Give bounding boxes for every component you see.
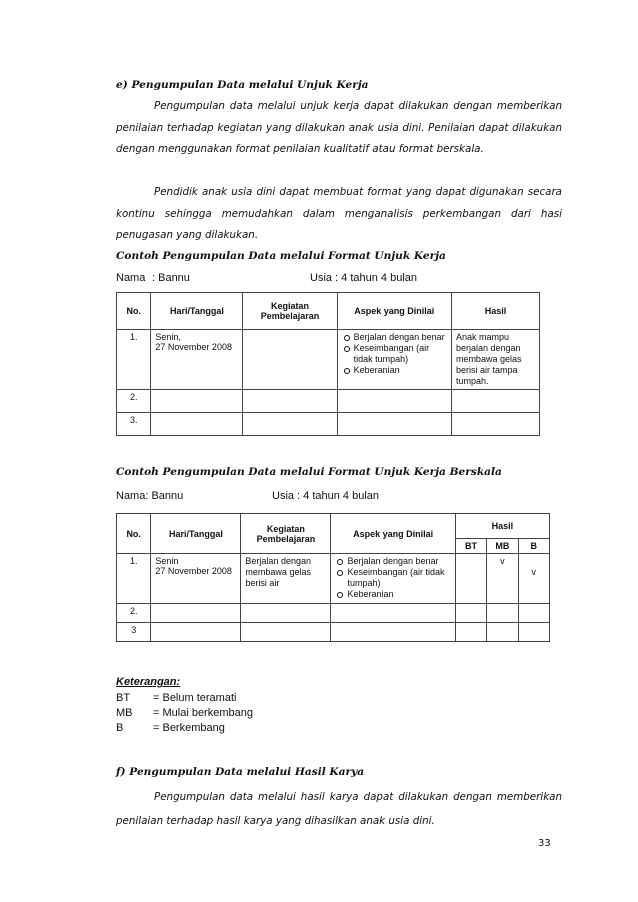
col-aspek: Aspek yang Dinilai: [337, 293, 451, 330]
col-hasil: Hasil: [451, 293, 539, 330]
row-aspek: [331, 554, 455, 604]
example-1-title: Contoh Pengumpulan Data melalui Format Unjuk Kerja: [116, 250, 446, 262]
section-f-heading: f) Pengumpulan Data melalui Hasil Karya: [116, 766, 365, 778]
col-aspek: Aspek yang Dinilai: [331, 514, 455, 554]
example-2-nama: Nama: Bannu: [116, 490, 184, 502]
keterangan-desc: = Mulai berkembang: [153, 707, 253, 719]
row-date-date: 27 November 2008: [155, 566, 232, 576]
example-1-usia: Usia : 4 tahun 4 bulan: [310, 272, 418, 284]
col-bt: BT: [455, 539, 486, 554]
col-hari-tanggal: Hari/Tanggal: [151, 293, 243, 330]
keterangan-code: BT: [116, 692, 131, 704]
section-e-paragraph-2: Pendidik anak usia dini dapat membuat format yang dapat digunakan secara kontinu sehingga memudahkan dalam menganalisis perkembangan dari hasi penugasan yang dilakukan.: [116, 186, 562, 241]
section-e-heading: e) Pengumpulan Data melalui Unjuk Kerja: [116, 79, 369, 91]
example-1-nama-label: Nama: [116, 272, 146, 284]
row-no: 1.: [117, 554, 151, 604]
row-no: 1.: [117, 330, 151, 390]
section-f-paragraph-1: Pengumpulan data melalui hasil karya dapat dilakukan dengan memberikan penilaian terhadap hasil karya yang dihasilkan anak usia dini.: [116, 791, 562, 827]
row-hasil: Anak mampu berjalan dengan membawa gelas berisi air tampa tumpah.: [451, 330, 539, 390]
example-2-usia: Usia : 4 tahun 4 bulan: [272, 490, 380, 502]
row-kegiatan: [243, 330, 337, 390]
col-kegiatan: Kegiatan Pembelajaran: [243, 293, 337, 330]
keterangan-desc: = Berkembang: [153, 722, 225, 734]
row-b: v: [518, 554, 549, 604]
table-row: [117, 554, 550, 604]
row-date: [151, 330, 243, 390]
col-hasil: Hasil: [455, 514, 549, 539]
table-header-row: [117, 514, 550, 539]
row-date-date: 27 November 2008: [155, 342, 232, 352]
page-number: 33: [538, 838, 551, 849]
example-2-table: [116, 513, 550, 642]
keterangan-code: MB: [116, 707, 133, 719]
table-row: [117, 623, 550, 642]
row-no: 2.: [117, 390, 151, 413]
row-date-day: Senin: [155, 556, 179, 566]
keterangan-item: [116, 691, 253, 706]
row-no: 2.: [117, 604, 151, 623]
section-e-paragraph-1: Pengumpulan data melalui unjuk kerja dapat dilakukan dengan memberikan penilaian terhadap kegiatan yang dilakukan anak usia dini. Penilaian dapat dilakukan dengan menggunakan format penilaian kualitatif atau format berskala.: [116, 100, 562, 155]
keterangan-title: Keterangan:: [116, 676, 181, 688]
keterangan-item: [116, 706, 253, 721]
col-no: No.: [117, 293, 151, 330]
aspek-item: Keseimbangan (air tidak tumpah): [354, 343, 447, 365]
col-kegiatan: Kegiatan Pembelajaran: [241, 514, 331, 554]
aspek-item: Keberanian: [354, 365, 447, 376]
example-1-table: [116, 292, 540, 436]
example-2-title: Contoh Pengumpulan Data melalui Format Unjuk Kerja Berskala: [116, 466, 502, 478]
row-mb: v: [487, 554, 518, 604]
row-date-day: Senin,: [155, 332, 181, 342]
row-bt: [455, 554, 486, 604]
aspek-item: Berjalan dengan benar: [354, 332, 447, 343]
col-hari-tanggal: Hari/Tanggal: [151, 514, 241, 554]
keterangan-code: B: [116, 722, 124, 734]
col-no: No.: [117, 514, 151, 554]
row-no: 3: [117, 623, 151, 642]
col-b: B: [518, 539, 549, 554]
keterangan-desc: = Belum teramati: [153, 692, 237, 704]
table-row: [117, 413, 540, 436]
example-1-nama-value: : Bannu: [152, 272, 190, 284]
table-row: [117, 330, 540, 390]
aspek-item: Keberanian: [347, 589, 450, 600]
row-aspek: [337, 330, 451, 390]
table-row: [117, 604, 550, 623]
keterangan-item: [116, 721, 253, 736]
table-row: [117, 390, 540, 413]
row-kegiatan: Berjalan dengan membawa gelas berisi air: [241, 554, 331, 604]
row-date: [151, 554, 241, 604]
col-mb: MB: [487, 539, 518, 554]
aspek-item: Berjalan dengan benar: [347, 556, 450, 567]
row-no: 3.: [117, 413, 151, 436]
table-header-row: [117, 293, 540, 330]
aspek-item: Keseimbangan (air tidak tumpah): [347, 567, 450, 589]
keterangan-list: [116, 691, 253, 736]
